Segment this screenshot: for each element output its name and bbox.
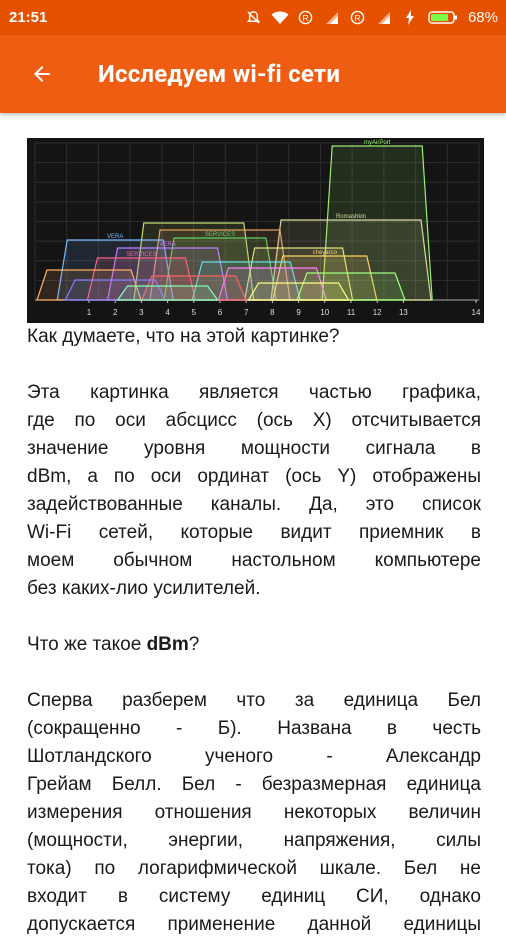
paragraph-line: Сперва разберем что за единица Бел [27,690,481,711]
network-label: myAirPort [364,140,391,146]
x-tick-label: 14 [471,308,481,317]
charging-icon [402,10,418,26]
paragraph-1 [27,379,481,603]
paragraph-line: Wi-Fi сетей, которые видит приемник в [27,522,481,543]
app-bar [0,35,506,113]
status-time: 21:51 [9,9,48,26]
paragraph-line: входит в систему единиц СИ, однако [27,886,481,907]
paragraph-line: значение уровня мощности сигнала в [27,438,481,459]
signal-icon [324,10,340,26]
paragraph-line: (мощности, энергии, напряжения, силы [27,830,481,851]
question-text: Как думаете, что на этой картинке? [27,326,340,347]
paragraph-line: (сокращенно - Б). Названа в честь [27,718,481,739]
x-tick-label: 6 [217,308,223,317]
battery-percent: 68% [467,9,498,26]
paragraph-line: где по оси абсцисс (ось Х) отсчитывается [27,410,481,431]
network-label: Romashkin [335,214,367,220]
svg-text:R: R [354,12,362,23]
x-tick-label: 10 [320,308,330,317]
data-saver-icon [350,10,366,26]
network-label: SERVICES [204,232,236,238]
x-tick-label: 4 [165,308,170,317]
status-bar [0,0,506,35]
x-tick-label: 2 [112,308,118,317]
page-title: Исследуем wi-fi сети [98,60,341,88]
network-label: cheyarco [312,250,337,256]
signal-icon [376,10,392,26]
paragraph-line: без каких-лио усилителей. [27,578,261,599]
paragraph-line: задействованные каналы. Да, это список [27,494,481,515]
network-label: VERA [159,242,176,248]
article-body [27,323,481,939]
paragraph-line: моем обычном настольном компьютере [27,550,481,571]
paragraph-line: допускается применение данной единицы [27,914,481,935]
network-curve [118,286,218,300]
x-tick-label: 1 [86,308,92,317]
question-dbm: Что же такое dBm? [27,634,200,655]
mute-bell-icon [246,10,262,26]
paragraph-2 [27,687,481,939]
x-tick-label: 5 [191,308,197,317]
paragraph-line: Грейам Белл. Бел - безразмерная единица [27,774,481,795]
svg-text:R: R [302,12,310,23]
paragraph-line: Эта картинка является частью графика, [27,382,481,403]
wifi-channel-chart [27,138,484,323]
wifi-icon [272,10,288,26]
x-tick-label: 3 [139,308,144,317]
x-tick-label: 13 [398,308,408,317]
x-tick-label: 9 [296,308,301,317]
x-tick-label: 8 [270,308,275,317]
network-label: SERVICES [126,252,157,258]
arrow-left-icon [30,62,54,86]
paragraph-line: тока) по логарифмической шкале. Бел не [27,858,481,879]
paragraph-line: dBm, а по оси ординат (ось Y) отображены [27,466,481,487]
article-scroll-area[interactable] [0,113,506,935]
paragraph-line: Шотландского ученого - Александр [27,746,481,767]
paragraph-line: измерения отношения некоторых величин [27,802,481,823]
battery-icon [428,10,458,26]
status-icons [246,9,506,26]
data-saver-icon [298,10,314,26]
network-label: VERA [107,234,124,240]
x-tick-label: 12 [372,308,382,317]
x-tick-label: 7 [243,308,249,317]
network-curve [249,283,349,300]
back-button[interactable] [24,56,60,92]
x-tick-label: 11 [346,308,356,317]
term-dbm: dBm [146,634,189,655]
